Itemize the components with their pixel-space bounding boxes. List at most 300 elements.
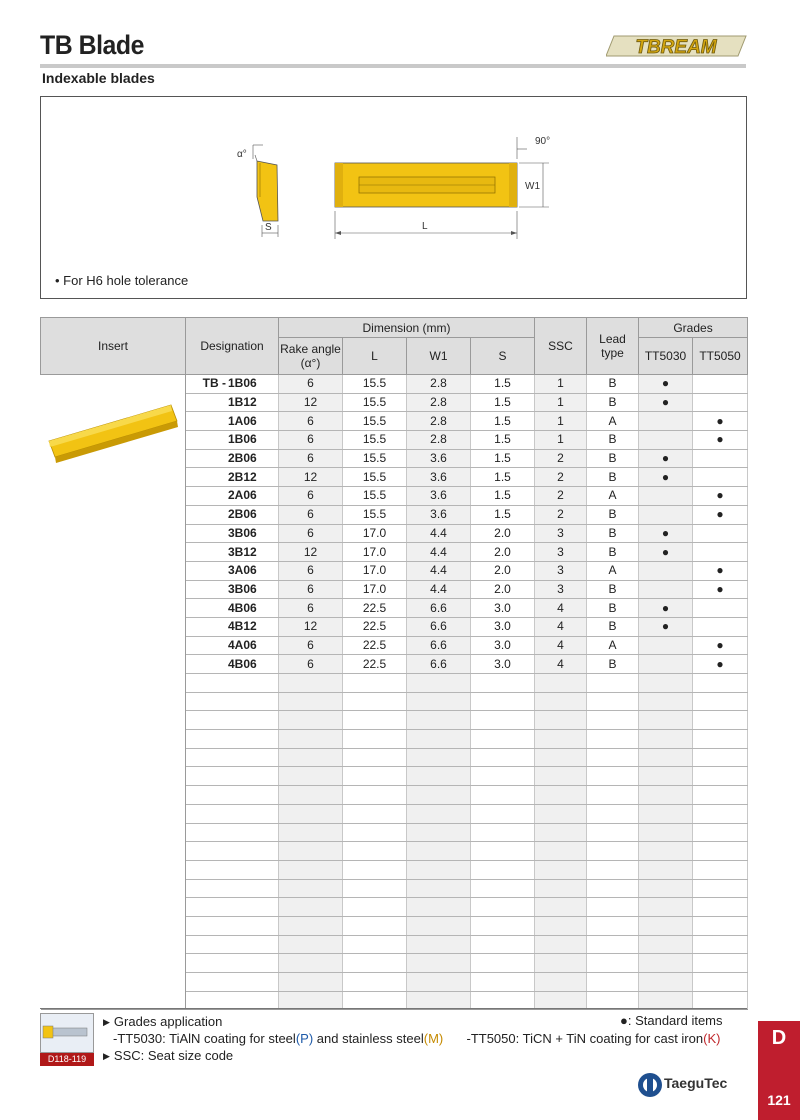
ssc-cell: 2 [535, 487, 587, 506]
length-cell [343, 748, 407, 767]
grade-tt5030-cell [639, 561, 693, 580]
lead-type-cell: B [587, 617, 639, 636]
designation-cell [186, 954, 279, 973]
grade-tt5030-cell [639, 692, 693, 711]
rake-cell: 12 [279, 468, 343, 487]
width-cell: 6.6 [407, 617, 471, 636]
page-title: TB Blade [40, 30, 144, 60]
thickness-cell: 1.5 [471, 412, 535, 431]
grade-tt5050-cell: ● [693, 431, 748, 450]
ssc-cell: 4 [535, 599, 587, 618]
grade-tt5030-cell: ● [639, 375, 693, 394]
grade-tt5030-cell [639, 748, 693, 767]
grade-tt5050-cell [693, 973, 748, 992]
ssc-cell: 2 [535, 449, 587, 468]
grade-tt5030-cell [639, 916, 693, 935]
header-dimension: Dimension (mm) [279, 318, 535, 338]
ssc-cell [535, 954, 587, 973]
width-cell: 4.4 [407, 580, 471, 599]
lead-type-cell [587, 842, 639, 861]
rake-cell [279, 692, 343, 711]
length-cell [343, 860, 407, 879]
width-cell [407, 954, 471, 973]
rake-cell: 12 [279, 617, 343, 636]
ssc-cell: 4 [535, 655, 587, 674]
thickness-cell [471, 973, 535, 992]
grade-tt5030-cell [639, 674, 693, 693]
thickness-cell: 3.0 [471, 636, 535, 655]
lead-type-cell [587, 954, 639, 973]
grade-tt5050-cell [693, 711, 748, 730]
grade-tt5030-cell [639, 487, 693, 506]
length-cell: 17.0 [343, 543, 407, 562]
designation-cell [186, 823, 279, 842]
thickness-cell [471, 730, 535, 749]
width-cell [407, 767, 471, 786]
length-cell [343, 973, 407, 992]
grade-tt5030-cell [639, 767, 693, 786]
length-cell [343, 898, 407, 917]
rake-cell: 12 [279, 543, 343, 562]
grade-tt5050-cell: ● [693, 412, 748, 431]
ssc-cell [535, 711, 587, 730]
ssc-cell: 1 [535, 431, 587, 450]
designation-cell: 4B12 [186, 617, 279, 636]
grade-tt5050-cell: ● [693, 655, 748, 674]
grade-tt5030-cell: ● [639, 449, 693, 468]
width-cell [407, 711, 471, 730]
rake-cell [279, 711, 343, 730]
length-cell: 17.0 [343, 580, 407, 599]
header-grades: Grades [639, 318, 748, 338]
grade-tt5030-cell [639, 823, 693, 842]
designation-cell [186, 767, 279, 786]
logo-text: TBREAM [635, 37, 717, 58]
ssc-cell: 3 [535, 543, 587, 562]
rake-cell: 6 [279, 449, 343, 468]
thickness-cell [471, 916, 535, 935]
rake-cell [279, 767, 343, 786]
grade-tt5050-cell [693, 767, 748, 786]
grade-tt5050-cell [693, 692, 748, 711]
ssc-cell [535, 879, 587, 898]
width-cell: 4.4 [407, 561, 471, 580]
lead-type-cell [587, 916, 639, 935]
lead-type-cell: A [587, 561, 639, 580]
lead-type-cell [587, 674, 639, 693]
designation-cell: 3A06 [186, 561, 279, 580]
width-cell: 2.8 [407, 393, 471, 412]
designation-cell [186, 935, 279, 954]
grade-tt5030-cell: ● [639, 393, 693, 412]
width-cell [407, 842, 471, 861]
lead-type-cell: B [587, 599, 639, 618]
length-cell: 22.5 [343, 617, 407, 636]
thickness-cell [471, 860, 535, 879]
thickness-cell [471, 842, 535, 861]
brand-name: TaeguTec [664, 1075, 728, 1091]
length-cell [343, 692, 407, 711]
length-cell: 15.5 [343, 449, 407, 468]
grade-tt5030-cell [639, 431, 693, 450]
grade-descriptions: -TT5030: TiAlN coating for steel(P) and stainless steel(M) -TT5050: TiCN + TiN coating for cast iron(K) [113, 1031, 721, 1046]
l-dim-label: L [422, 221, 428, 232]
rake-cell: 6 [279, 431, 343, 450]
length-cell [343, 935, 407, 954]
grade-tt5030-cell [639, 730, 693, 749]
designation-cell: 4A06 [186, 636, 279, 655]
width-cell [407, 916, 471, 935]
width-cell [407, 823, 471, 842]
grade-tt5050-cell [693, 842, 748, 861]
grade-tt5050-cell [693, 879, 748, 898]
rake-cell: 12 [279, 393, 343, 412]
length-cell [343, 786, 407, 805]
thickness-cell: 1.5 [471, 505, 535, 524]
rake-cell [279, 879, 343, 898]
length-cell: 17.0 [343, 561, 407, 580]
rake-cell [279, 954, 343, 973]
length-cell [343, 879, 407, 898]
rake-cell [279, 898, 343, 917]
length-cell [343, 767, 407, 786]
grade-tt5030-cell [639, 935, 693, 954]
blade-insert-image [41, 375, 186, 485]
lead-type-cell [587, 898, 639, 917]
header-tt5030: TT5030 [639, 338, 693, 375]
designation-cell: 1B12 [186, 393, 279, 412]
width-cell [407, 786, 471, 805]
designation-cell: 3B06 [186, 580, 279, 599]
width-cell [407, 860, 471, 879]
designation-cell [186, 842, 279, 861]
grade-tt5030-cell: ● [639, 599, 693, 618]
tbream-logo [606, 32, 748, 60]
width-cell: 2.8 [407, 375, 471, 394]
length-cell [343, 730, 407, 749]
length-cell [343, 842, 407, 861]
header-designation: Designation [186, 318, 279, 375]
thickness-cell [471, 823, 535, 842]
grade-tt5050-cell [693, 375, 748, 394]
length-cell: 15.5 [343, 375, 407, 394]
table-row [41, 375, 748, 394]
designation-cell: 3B12 [186, 543, 279, 562]
section-tab [758, 1021, 800, 1120]
rake-cell: 6 [279, 580, 343, 599]
lead-type-cell: B [587, 580, 639, 599]
header-l: L [343, 338, 407, 375]
ssc-cell: 3 [535, 524, 587, 543]
rake-cell [279, 804, 343, 823]
header-s: S [471, 338, 535, 375]
lead-type-cell: B [587, 543, 639, 562]
rake-cell: 6 [279, 599, 343, 618]
ssc-cell [535, 748, 587, 767]
width-cell: 6.6 [407, 655, 471, 674]
length-cell [343, 823, 407, 842]
grade-tt5050-cell [693, 674, 748, 693]
grade-tt5030-cell [639, 655, 693, 674]
grade-tt5030-cell [639, 786, 693, 805]
designation-cell [186, 804, 279, 823]
ssc-cell [535, 804, 587, 823]
width-cell [407, 898, 471, 917]
length-cell: 15.5 [343, 505, 407, 524]
grade-tt5030-cell: ● [639, 468, 693, 487]
title-rule [40, 64, 746, 68]
ssc-cell [535, 860, 587, 879]
page-reference: D118-119 [40, 1053, 94, 1066]
angle-label: 90° [535, 136, 551, 147]
lead-type-cell [587, 692, 639, 711]
designation-cell [186, 730, 279, 749]
rake-cell: 6 [279, 636, 343, 655]
page-number: 121 [767, 1092, 791, 1108]
header-insert: Insert [41, 318, 186, 375]
ssc-cell: 1 [535, 393, 587, 412]
grade-tt5050-cell [693, 823, 748, 842]
grade-tt5050-cell [693, 730, 748, 749]
grade-tt5030-cell: ● [639, 524, 693, 543]
width-cell: 6.6 [407, 636, 471, 655]
tolerance-note: • For H6 hole tolerance [55, 273, 189, 288]
width-cell [407, 973, 471, 992]
lead-type-cell [587, 748, 639, 767]
rake-cell: 6 [279, 487, 343, 506]
length-cell [343, 954, 407, 973]
blade-diagram [40, 96, 747, 299]
lead-type-cell: B [587, 449, 639, 468]
grade-tt5050-cell: ● [693, 561, 748, 580]
thickness-cell [471, 804, 535, 823]
grade-tt5030-cell [639, 412, 693, 431]
width-cell: 4.4 [407, 524, 471, 543]
s-dim-label: S [265, 222, 272, 233]
designation-cell [186, 786, 279, 805]
length-cell [343, 711, 407, 730]
grade-tt5030-cell: ● [639, 617, 693, 636]
rake-cell: 6 [279, 655, 343, 674]
length-cell: 15.5 [343, 412, 407, 431]
thickness-cell [471, 898, 535, 917]
rake-cell: 6 [279, 524, 343, 543]
rake-cell [279, 935, 343, 954]
grade-tt5050-cell [693, 543, 748, 562]
designation-cell [186, 674, 279, 693]
length-cell: 22.5 [343, 599, 407, 618]
ssc-cell [535, 692, 587, 711]
ssc-cell: 1 [535, 375, 587, 394]
lead-type-cell: A [587, 412, 639, 431]
designation-cell: 2B12 [186, 468, 279, 487]
thickness-cell: 1.5 [471, 431, 535, 450]
designation-cell: 2B06 [186, 449, 279, 468]
thickness-cell [471, 879, 535, 898]
grade-tt5030-cell [639, 879, 693, 898]
ssc-cell [535, 674, 587, 693]
grade-tt5050-cell: ● [693, 505, 748, 524]
grade-tt5030-cell [639, 580, 693, 599]
lead-type-cell [587, 786, 639, 805]
length-cell [343, 674, 407, 693]
length-cell: 15.5 [343, 431, 407, 450]
designation-cell: 4B06 [186, 599, 279, 618]
header-tt5050: TT5050 [693, 338, 748, 375]
thickness-cell: 1.5 [471, 375, 535, 394]
ssc-cell [535, 935, 587, 954]
table-body [41, 375, 748, 1010]
ssc-cell: 4 [535, 617, 587, 636]
ssc-cell [535, 767, 587, 786]
thickness-cell: 1.5 [471, 468, 535, 487]
ssc-cell [535, 823, 587, 842]
header-rake: Rake angle (α°) [279, 338, 343, 375]
grade-tt5050-cell [693, 468, 748, 487]
ssc-cell: 3 [535, 561, 587, 580]
page-subtitle: Indexable blades [42, 70, 155, 86]
ssc-cell [535, 842, 587, 861]
lead-type-cell [587, 823, 639, 842]
grade-tt5050-cell [693, 786, 748, 805]
width-cell: 3.6 [407, 505, 471, 524]
lead-type-cell [587, 973, 639, 992]
rake-cell [279, 823, 343, 842]
width-cell: 2.8 [407, 431, 471, 450]
thickness-cell: 3.0 [471, 655, 535, 674]
width-cell: 3.6 [407, 449, 471, 468]
lead-type-cell: B [587, 655, 639, 674]
thickness-cell [471, 767, 535, 786]
tool-thumbnail [40, 1013, 94, 1053]
rake-cell: 6 [279, 375, 343, 394]
lead-type-cell: A [587, 487, 639, 506]
ssc-cell: 2 [535, 505, 587, 524]
length-cell: 17.0 [343, 524, 407, 543]
header-w1: W1 [407, 338, 471, 375]
thickness-cell [471, 935, 535, 954]
grade-tt5050-cell: ● [693, 580, 748, 599]
lead-type-cell [587, 935, 639, 954]
thickness-cell [471, 711, 535, 730]
designation-cell [186, 748, 279, 767]
thickness-cell [471, 954, 535, 973]
rake-cell [279, 916, 343, 935]
rake-cell [279, 786, 343, 805]
grade-tt5030-cell [639, 860, 693, 879]
thickness-cell [471, 674, 535, 693]
width-cell [407, 692, 471, 711]
lead-type-cell: B [587, 468, 639, 487]
w1-dim-label: W1 [525, 181, 540, 192]
width-cell [407, 804, 471, 823]
ssc-cell [535, 916, 587, 935]
thickness-cell: 2.0 [471, 543, 535, 562]
grades-application: ▶ Grades application [103, 1014, 223, 1029]
grade-tt5030-cell [639, 842, 693, 861]
length-cell: 15.5 [343, 393, 407, 412]
rake-cell [279, 860, 343, 879]
thickness-cell: 1.5 [471, 487, 535, 506]
section-letter: D [771, 1027, 787, 1049]
rake-cell: 6 [279, 561, 343, 580]
thickness-cell: 2.0 [471, 524, 535, 543]
ssc-cell: 2 [535, 468, 587, 487]
designation-cell: 3B06 [186, 524, 279, 543]
width-cell [407, 879, 471, 898]
lead-type-cell: B [587, 375, 639, 394]
header-lead-type: Lead type [587, 318, 639, 375]
standard-items-legend: ●: Standard items [620, 1013, 723, 1028]
width-cell: 3.6 [407, 468, 471, 487]
designation-cell [186, 692, 279, 711]
thickness-cell [471, 748, 535, 767]
width-cell: 3.6 [407, 487, 471, 506]
grade-tt5050-cell [693, 748, 748, 767]
lead-type-cell [587, 804, 639, 823]
ssc-cell [535, 786, 587, 805]
designation-cell: 2B06 [186, 505, 279, 524]
grade-tt5030-cell [639, 898, 693, 917]
length-cell [343, 916, 407, 935]
width-cell [407, 935, 471, 954]
width-cell: 4.4 [407, 543, 471, 562]
rake-cell [279, 748, 343, 767]
blade-table [40, 317, 747, 1010]
designation-cell [186, 973, 279, 992]
grade-tt5030-cell: ● [639, 543, 693, 562]
grade-tt5030-cell [639, 804, 693, 823]
designation-cell [186, 916, 279, 935]
thickness-cell: 3.0 [471, 617, 535, 636]
designation-cell [186, 860, 279, 879]
grade-tt5050-cell [693, 898, 748, 917]
thickness-cell [471, 692, 535, 711]
ssc-cell [535, 973, 587, 992]
rake-cell [279, 973, 343, 992]
lead-type-cell: B [587, 505, 639, 524]
rake-cell: 6 [279, 412, 343, 431]
header-ssc: SSC [535, 318, 587, 375]
insert-image-cell [41, 375, 186, 1010]
designation-cell: 1A06 [186, 412, 279, 431]
footer-rule [40, 1008, 747, 1009]
grade-tt5050-cell [693, 617, 748, 636]
grade-tt5050-cell [693, 935, 748, 954]
grade-tt5050-cell [693, 524, 748, 543]
ssc-cell [535, 730, 587, 749]
grade-tt5050-cell: ● [693, 487, 748, 506]
grade-tt5050-cell [693, 804, 748, 823]
designation-cell [186, 898, 279, 917]
designation-cell: 4B06 [186, 655, 279, 674]
grade-tt5030-cell [639, 636, 693, 655]
grade-tt5050-cell [693, 954, 748, 973]
length-cell: 15.5 [343, 487, 407, 506]
blade-drawing [41, 97, 748, 300]
width-cell [407, 748, 471, 767]
arrow-icon: ▶ [103, 1051, 110, 1061]
lead-type-cell [587, 860, 639, 879]
length-cell [343, 804, 407, 823]
grade-tt5050-cell [693, 860, 748, 879]
grade-tt5030-cell [639, 711, 693, 730]
designation-cell: 1B06 [186, 431, 279, 450]
lead-type-cell [587, 730, 639, 749]
thickness-cell [471, 786, 535, 805]
designation-cell [186, 711, 279, 730]
rake-cell [279, 842, 343, 861]
